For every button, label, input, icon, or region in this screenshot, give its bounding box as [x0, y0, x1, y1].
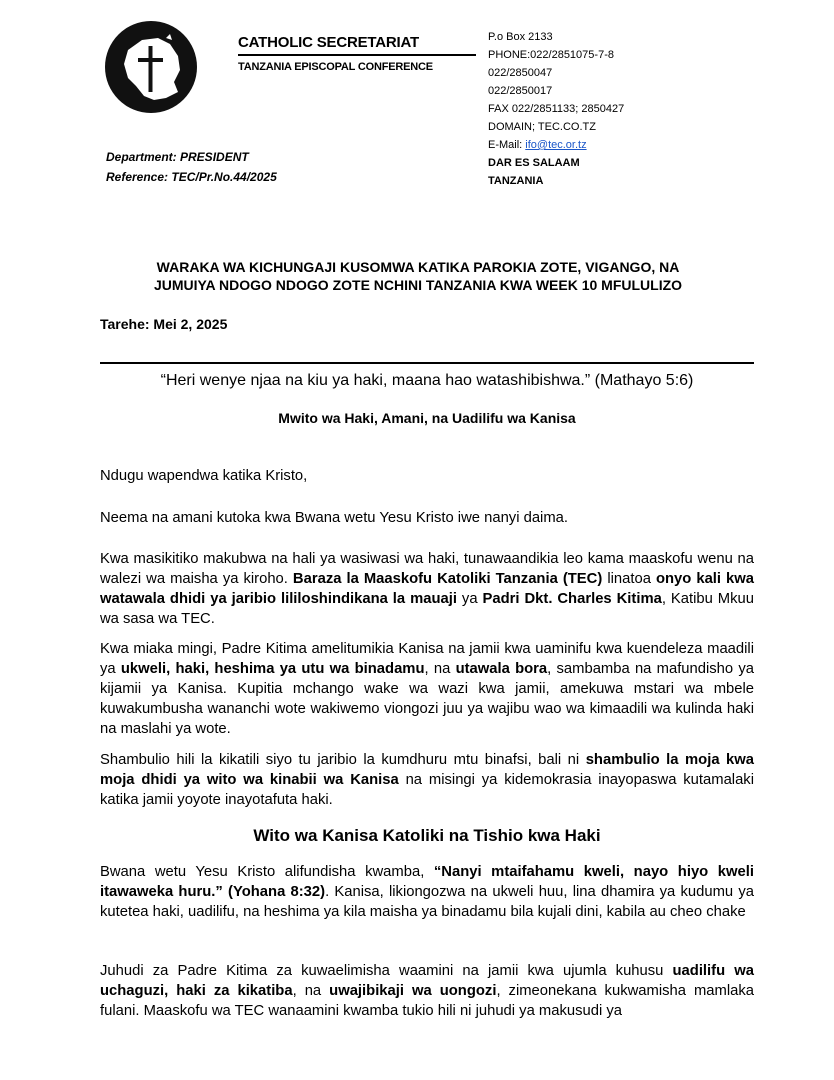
city: DAR ES SALAAM: [488, 157, 580, 169]
letter-date: Tarehe: Mei 2, 2025: [100, 316, 228, 332]
p6-text-2: . Kanisa, likiongozwa na ukweli huu, lina dhamira ya kudumu ya kutetea haki, uadilifu, na heshima ya kila maisha ya binadamu bila kujali dini, kabila au cheo chake: [100, 884, 754, 920]
email-label: E-Mail:: [488, 139, 526, 151]
horizontal-rule: [100, 362, 754, 364]
p5-text-2: na misingi ya kidemokrasia inayopaswa kutamalaki katika jamii yoyote inayotafuta haki.: [100, 772, 754, 808]
paragraph-5: [100, 750, 754, 810]
section-heading: Wito wa Kanisa Katoliki na Tishio kwa Haki: [253, 826, 601, 845]
scripture-quote: “Heri wenye njaa na kiu ya haki, maana hao watashibishwa.” (Mathayo 5:6): [160, 372, 694, 389]
org-name: CATHOLIC SECRETARIAT: [238, 34, 419, 51]
phone-1: PHONE:022/2851075-7-8: [488, 49, 614, 61]
tec-logo-icon: [104, 20, 198, 114]
blessing: Neema na amani kutoka kwa Bwana wetu Yesu Kristo iwe nanyi daima.: [100, 510, 569, 526]
phone-2: 022/2850047: [488, 67, 553, 79]
pobox: P.o Box 2133: [488, 31, 553, 43]
contact-block: [488, 28, 624, 190]
greeting: Ndugu wapendwa katika Kristo,: [100, 468, 308, 484]
org-rule: [238, 54, 476, 56]
country: TANZANIA: [488, 175, 544, 187]
p3-bold-2: onyo kali kwa watawala dhidi ya jaribio lililoshindikana la mauaji: [100, 571, 755, 607]
p7-text-3: , zimeonekana kukwamisha mamlaka fulani. Maaskofu wa TEC wanaamini kwamba tukio hili ni juhudi ya makusudi ya: [100, 983, 754, 1019]
email-link[interactable]: ifo@tec.or.tz: [525, 139, 587, 151]
p7-text-1: Juhudi za Padre Kitima za kuwaelimisha waamini na jamii kwa ujumla kuhusu: [100, 963, 673, 979]
department: Department: PRESIDENT: [106, 150, 249, 164]
p4-bold-2: utawala bora: [455, 661, 548, 677]
p3-text-1: Kwa masikitiko makubwa na hali ya wasiwasi wa haki, tunawaandikia leo kama maaskofu wenu na walezi wa maisha ya kiroho.: [100, 551, 754, 587]
p4-bold-1: ukweli, haki, heshima ya utu wa binadamu: [120, 661, 425, 677]
org-block: [238, 34, 476, 73]
p7-text-2: , na: [292, 983, 330, 999]
title-line-2: JUMUIYA NDOGO NDOGO ZOTE NCHINI TANZANIA KWA WEEK 10 MFULULIZO: [153, 277, 683, 293]
paragraph-3: [100, 549, 754, 629]
p5-bold-1: shambulio la moja kwa moja dhidi ya wito wa kinabii wa Kanisa: [100, 752, 755, 788]
p3-text-2: linatoa: [602, 571, 656, 587]
reference: Reference: TEC/Pr.No.44/2025: [106, 170, 277, 184]
paragraph-4: [100, 639, 754, 739]
p5-text-1: Shambulio hili la kikatili siyo tu jaribio la kumdhuru mtu binafsi, bali ni: [100, 752, 586, 768]
title-line-1: WARAKA WA KICHUNGAJI KUSOMWA KATIKA PAROKIA ZOTE, VIGANGO, NA: [156, 259, 680, 275]
p3-text-3: ya: [456, 591, 483, 607]
letter-title: [86, 258, 750, 294]
p3-bold-1: Baraza la Maaskofu Katoliki Tanzania (TEC): [292, 571, 603, 587]
p4-text-2: , na: [424, 661, 456, 677]
p7-bold-1: uadilifu wa uchaguzi, haki za kikatiba: [100, 963, 754, 999]
p4-text-3: , sambamba na mafundisho ya kijamii ya Kanisa. Kupitia mchango wake wa wazi kwa jamii, amekuwa mstari wa mbele kuwakumbusha wananchi wote wakiwemo viongozi juu ya wajibu wao wa kimaadili wa kulinda haki na maslahi ya wote.: [100, 661, 755, 737]
fax: FAX 022/2851133; 2850427: [488, 103, 625, 115]
org-subtitle: TANZANIA EPISCOPAL CONFERENCE: [238, 61, 433, 73]
domain: DOMAIN; TEC.CO.TZ: [488, 121, 596, 133]
p6-text-1: Bwana wetu Yesu Kristo alifundisha kwamba,: [100, 864, 434, 880]
phone-3: 022/2850017: [488, 85, 553, 97]
p7-bold-2: uwajibikaji wa uongozi: [329, 983, 497, 999]
paragraph-6: [100, 862, 754, 922]
p3-text-4: , Katibu Mkuu wa sasa wa TEC.: [100, 591, 754, 627]
paragraph-7: [100, 961, 754, 1021]
email-line: [488, 136, 624, 154]
letter-subtitle: Mwito wa Haki, Amani, na Uadilifu wa Kanisa: [278, 410, 576, 426]
p4-text-1: Kwa miaka mingi, Padre Kitima amelitumikia Kanisa na jamii kwa uaminifu kwa kuendeleza maadili ya: [100, 641, 754, 677]
p3-bold-3: Padri Dkt. Charles Kitima: [482, 591, 662, 607]
reference-block: [106, 147, 277, 187]
p6-bold-1: “Nanyi mtaifahamu kweli, nayo hiyo kweli itawaweka huru.” (Yohana 8:32): [100, 864, 754, 900]
